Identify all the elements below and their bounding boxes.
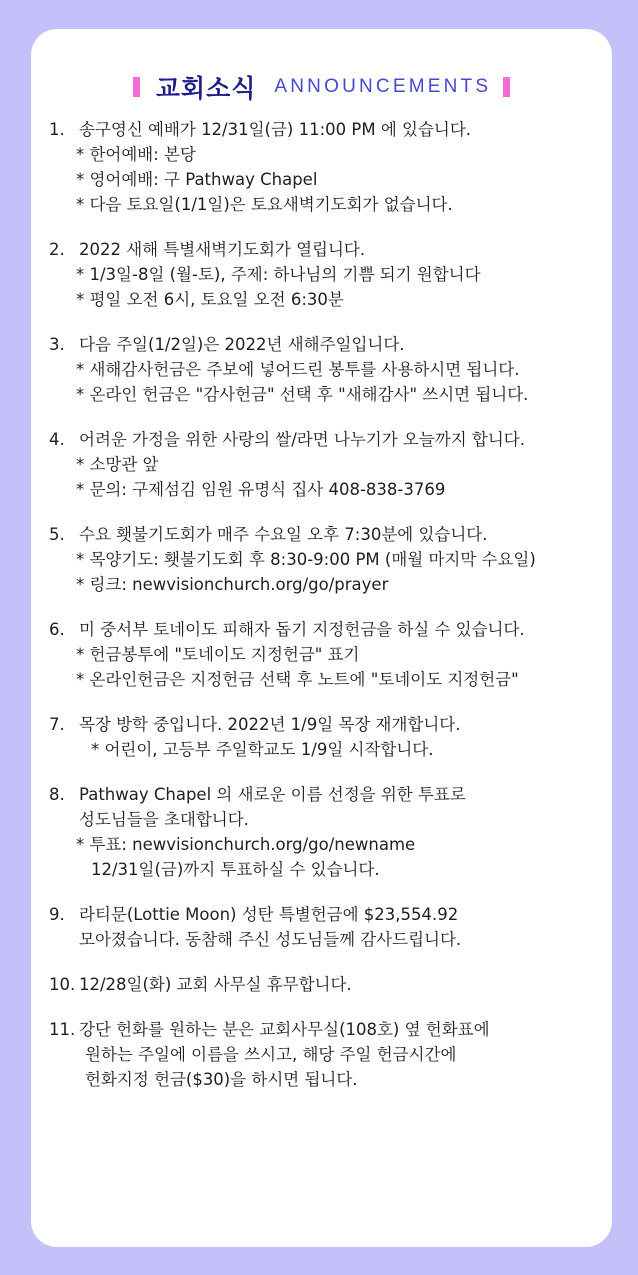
sub-item: * 1/3일-8일 (월-토), 주제: 하나님의 기쁨 되기 원합니다: [76, 265, 481, 284]
item-number: 8.: [49, 785, 65, 804]
item-text: 2022 새해 특별새벽기도회가 열립니다.: [79, 240, 366, 259]
item-number: 3.: [49, 335, 65, 354]
header: [31, 67, 612, 107]
item-text-continued: 모아졌습니다. 동참해 주신 성도님들께 감사드립니다.: [79, 930, 462, 949]
announcement-3: [49, 332, 609, 407]
item-text: 수요 횃불기도회가 매주 수요일 오후 7:30분에 있습니다.: [79, 525, 488, 544]
left-accent-bar: [133, 77, 140, 97]
announcement-8: [49, 782, 609, 882]
item-text: 송구영신 예배가 12/31일(금) 11:00 PM 에 있습니다.: [79, 120, 472, 139]
item-number: 9.: [49, 905, 65, 924]
sub-item: * 한어예배: 본당: [76, 145, 196, 164]
sub-item: * 투표: newvisionchurch.org/go/newname: [76, 835, 416, 854]
announcement-11: [49, 1017, 609, 1092]
title-english: ANNOUNCEMENTS: [274, 76, 492, 97]
sub-item: * 링크: newvisionchurch.org/go/prayer: [76, 575, 389, 594]
sub-item: * 영어예배: 구 Pathway Chapel: [76, 170, 318, 189]
item-number: 2.: [49, 240, 65, 259]
sub-item-continued: 12/31일(금)까지 투표하실 수 있습니다.: [91, 860, 380, 879]
item-number: 7.: [49, 715, 65, 734]
item-number: 4.: [49, 430, 65, 449]
item-text-continued: 원하는 주일에 이름을 쓰시고, 해당 주일 헌금시간에: [85, 1045, 457, 1064]
announcement-4: [49, 427, 609, 502]
item-text: 12/28일(화) 교회 사무실 휴무합니다.: [79, 975, 352, 994]
item-number: 1.: [49, 120, 65, 139]
sub-item: * 헌금봉투에 "토네이도 지정헌금" 표기: [76, 645, 360, 664]
item-text: 강단 헌화를 원하는 분은 교회사무실(108호) 옆 헌화표에: [79, 1020, 490, 1039]
announcement-7: [49, 712, 609, 762]
announcement-5: [49, 522, 609, 597]
sub-item: * 새해감사헌금은 주보에 넣어드린 봉투를 사용하시면 됩니다.: [76, 360, 520, 379]
sub-item: * 평일 오전 6시, 토요일 오전 6:30분: [76, 290, 344, 309]
item-number: 6.: [49, 620, 65, 639]
announcements-card: [31, 29, 612, 1247]
item-text: 어려운 가정을 위한 사랑의 쌀/라면 나누기가 오늘까지 합니다.: [79, 430, 525, 449]
item-text: 목장 방학 중입니다. 2022년 1/9일 목장 재개합니다.: [79, 715, 461, 734]
item-number: 11.: [49, 1020, 76, 1039]
title-korean: 교회소식: [155, 74, 257, 103]
sub-item: * 어린이, 고등부 주일학교도 1/9일 시작합니다.: [91, 740, 434, 759]
announcement-10: [49, 972, 609, 997]
item-number: 5.: [49, 525, 65, 544]
sub-item: * 목양기도: 횃불기도회 후 8:30-9:00 PM (매월 마지막 수요일): [76, 550, 536, 569]
item-text: 라티문(Lottie Moon) 성탄 특별헌금에 $23,554.92: [79, 905, 459, 924]
item-text: 미 중서부 토네이도 피해자 돕기 지정헌금을 하실 수 있습니다.: [79, 620, 525, 639]
announcement-9: [49, 902, 609, 952]
sub-item: * 문의: 구제섬김 임원 유명식 집사 408-838-3769: [76, 480, 446, 499]
announcement-2: [49, 237, 609, 312]
item-number: 10.: [49, 975, 76, 994]
announcement-list: [49, 117, 609, 1112]
right-accent-bar: [503, 77, 510, 97]
sub-item: * 다음 토요일(1/1일)은 토요새벽기도회가 없습니다.: [76, 195, 453, 214]
sub-item: * 온라인헌금은 지정헌금 선택 후 노트에 "토네이도 지정헌금": [76, 670, 519, 689]
item-text: Pathway Chapel 의 새로운 이름 선정을 위한 투표로: [79, 785, 466, 804]
item-text: 다음 주일(1/2일)은 2022년 새해주일입니다.: [79, 335, 405, 354]
announcement-6: [49, 617, 609, 692]
sub-item: * 온라인 헌금은 "감사헌금" 선택 후 "새해감사" 쓰시면 됩니다.: [76, 385, 529, 404]
announcement-1: [49, 117, 609, 217]
sub-item: * 소망관 앞: [76, 455, 159, 474]
item-text-continued: 성도님들을 초대합니다.: [79, 810, 249, 829]
item-text-continued: 헌화지정 헌금($30)을 하시면 됩니다.: [85, 1070, 358, 1089]
